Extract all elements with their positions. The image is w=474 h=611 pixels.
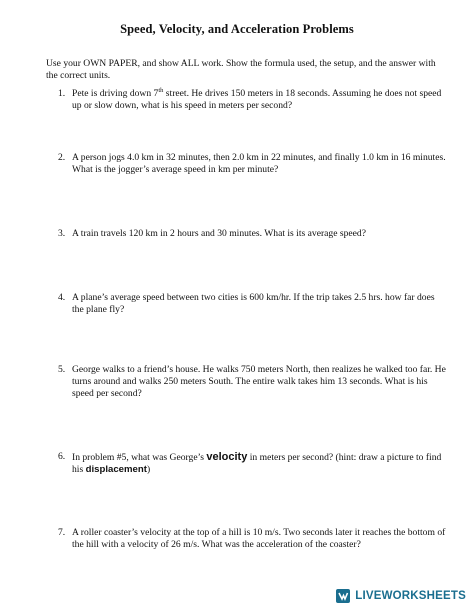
question-text: George walks to a friend’s house. He walks 750 meters North, then realizes he walked too far. He turns around and walks 250 meters South. The entire walk takes him 13 seconds. What is his speed per second? xyxy=(72,364,446,399)
brand-name: LIVEWORKSHEETS xyxy=(355,590,466,602)
question-text: A train travels 120 km in 2 hours and 30 minutes. What is its average speed? xyxy=(72,228,366,239)
question-2 xyxy=(46,152,446,176)
question-text: Pete is driving down 7th street. He drives 150 meters in 18 seconds. Assuming he does not speed up or slow down, what is his speed in meters per second? xyxy=(72,86,442,111)
question-4 xyxy=(46,292,446,316)
question-number: 3. xyxy=(58,228,66,239)
question-number: 7. xyxy=(58,527,66,538)
question-number: 4. xyxy=(58,292,66,303)
question-number: 2. xyxy=(58,152,66,163)
question-7 xyxy=(46,527,446,551)
question-5 xyxy=(46,364,446,400)
question-6 xyxy=(46,451,446,476)
question-number: 6. xyxy=(58,451,66,462)
page-title: Speed, Velocity, and Acceleration Problems xyxy=(120,22,354,36)
question-text: In problem #5, what was George’s velocity in meters per second? (hint: draw a picture to find his displacement) xyxy=(72,451,442,475)
question-number: 5. xyxy=(58,364,66,375)
instructions: Use your OWN PAPER, and show ALL work. Show the formula used, the setup, and the answer with the correct units. xyxy=(46,58,436,81)
question-text: A plane’s average speed between two cities is 600 km/hr. If the trip takes 2.5 hrs. how far does the plane fly? xyxy=(72,292,435,315)
velocity-emphasis: velocity xyxy=(206,451,248,463)
question-1 xyxy=(46,88,446,112)
liveworksheets-logo-icon xyxy=(335,588,351,604)
question-number: 1. xyxy=(58,88,66,99)
question-text: A roller coaster’s velocity at the top of a hill is 10 m/s. Two seconds later it reaches the bottom of the hill with a velocity of 26 m/s. What was the acceleration of the coaster? xyxy=(72,527,446,550)
question-3 xyxy=(46,228,446,240)
question-text: A person jogs 4.0 km in 32 minutes, then 2.0 km in 22 minutes, and finally 1.0 km in 16 minutes. What is the jogger’s average speed in km per minute? xyxy=(72,152,446,175)
displacement-emphasis: displacement xyxy=(85,464,147,475)
brand-logo xyxy=(335,587,466,605)
